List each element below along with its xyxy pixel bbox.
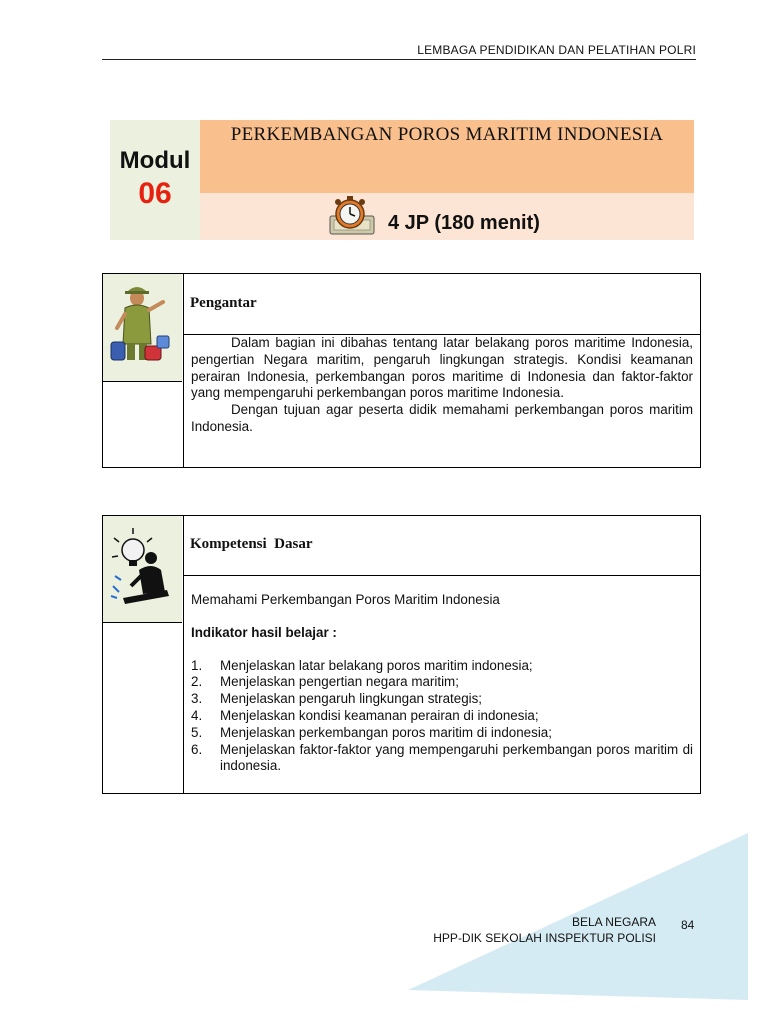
module-label-box [110, 120, 200, 240]
page-number: 84 [681, 918, 695, 932]
pengantar-table [102, 273, 701, 468]
list-item: 4. Menjelaskan kondisi keamanan perairan di indonesia; [191, 707, 539, 723]
kompetensi-table [102, 515, 701, 794]
list-item: 5. Menjelaskan perkembangan poros maritim di indonesia; [191, 724, 552, 740]
header-institution: LEMBAGA PENDIDIKAN DAN PELATIHAN POLRI [417, 43, 696, 57]
indicator-label: Indikator hasil belajar : [191, 624, 337, 640]
pengantar-heading-cell [183, 274, 700, 335]
module-title-box [200, 120, 694, 193]
list-item: 1. Menjelaskan latar belakang poros maritim indonesia; [191, 657, 533, 673]
stopwatch-icon [328, 194, 378, 238]
pengantar-paragraph-2: Dengan tujuan agar peserta didik memahami perkembangan poros maritim Indonesia. [191, 402, 693, 434]
header-divider [102, 59, 696, 60]
pengantar-paragraph-1: Dalam bagian ini dibahas tentang latar belakang poros maritime Indonesia, pengertian Negara maritim, pengaruh lingkungan strategis. Kondisi keamanan perairan Indonesia, perkembangan poros maritime di Indonesia dan faktor-faktor yang mempengaruhi perkembangan poros maritime Indonesia. [191, 335, 693, 401]
module-duration-box [200, 193, 694, 240]
module-duration: 4 JP (180 menit) [388, 212, 540, 234]
pengantar-icon-cell [103, 274, 182, 382]
kompetensi-statement: Memahami Perkembangan Poros Maritim Indonesia [191, 592, 500, 607]
module-title: PERKEMBANGAN POROS MARITIM INDONESIA [230, 124, 664, 145]
kompetensi-heading-cell [183, 516, 700, 576]
pengantar-body [191, 335, 693, 436]
pengantar-heading: Pengantar [190, 295, 257, 311]
list-item: 3. Menjelaskan pengaruh lingkungan strategis; [191, 691, 483, 707]
teacher-with-bags-icon [103, 274, 182, 380]
lightbulb-idea-icon [103, 516, 182, 620]
kompetensi-heading: Kompetensi Dasar [190, 536, 313, 552]
module-number: 06 [138, 177, 172, 210]
indicator-list [191, 658, 693, 776]
footer-line-2: HPP-DIK SEKOLAH INSPEKTUR POLISI [433, 931, 656, 945]
list-item: 2. Menjelaskan pengertian negara maritim; [191, 674, 459, 690]
kompetensi-body [191, 592, 693, 775]
module-label: Modul [119, 147, 191, 174]
list-item: 6. Menjelaskan faktor-faktor yang mempengaruhi perkembangan poros maritim di indonesia. [191, 741, 693, 774]
kompetensi-icon-cell [103, 516, 182, 623]
footer-line-1: BELA NEGARA [571, 915, 656, 929]
